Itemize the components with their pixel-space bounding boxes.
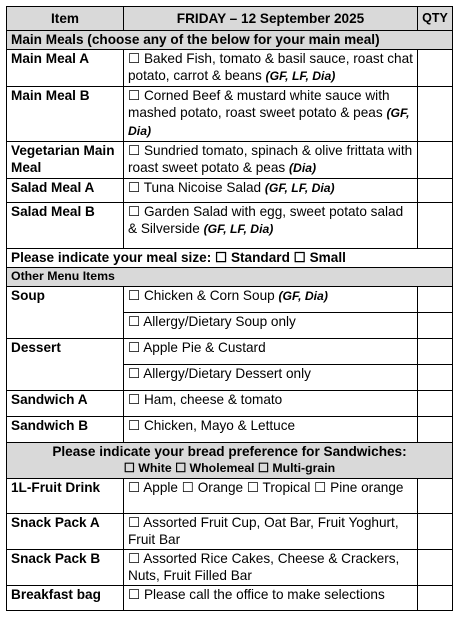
item-label: 1L-Fruit Drink	[7, 479, 124, 514]
qty-cell[interactable]	[418, 365, 453, 391]
header-item: Item	[7, 7, 124, 31]
item-label: Main Meal B	[7, 87, 124, 142]
qty-cell[interactable]	[418, 479, 453, 514]
menu-order-table	[6, 6, 453, 611]
menu-row-main-b	[7, 87, 453, 142]
qty-cell[interactable]	[418, 586, 453, 611]
item-label: Salad Meal A	[7, 179, 124, 203]
option-text: ☐ Tuna Nicoise Salad	[128, 180, 262, 195]
menu-row-salad-a	[7, 179, 453, 203]
main-meals-heading: Main Meals (choose any of the below for your main meal)	[7, 31, 453, 50]
qty-cell[interactable]	[418, 514, 453, 550]
option-sandwich-b[interactable]: ☐ Chicken, Mayo & Lettuce	[124, 417, 418, 443]
option-dessert-allergy[interactable]: ☐ Allergy/Dietary Dessert only	[124, 365, 418, 391]
option-text: ☐ Garden Salad with egg, sweet potato salad & Silverside	[128, 204, 404, 236]
option-sandwich-a[interactable]: ☐ Ham, cheese & tomato	[124, 391, 418, 417]
option-soup-allergy[interactable]: ☐ Allergy/Dietary Soup only	[124, 313, 418, 339]
menu-row-salad-b	[7, 203, 453, 249]
option-snack-b[interactable]: ☐ Assorted Rice Cakes, Cheese & Crackers, Nuts, Fruit Filled Bar	[124, 550, 418, 586]
option-dessert-apple-pie[interactable]: ☐ Apple Pie & Custard	[124, 339, 418, 365]
menu-row-sandwich-b	[7, 417, 453, 443]
option-text: ☐ Corned Beef & mustard white sauce with mashed potato, roast sweet potato & peas	[128, 88, 390, 120]
menu-row-snack-b	[7, 550, 453, 586]
item-label: Snack Pack A	[7, 514, 124, 550]
qty-cell[interactable]	[418, 287, 453, 313]
qty-cell[interactable]	[418, 203, 453, 249]
menu-row-snack-a	[7, 514, 453, 550]
other-items-heading: Other Menu Items	[7, 268, 453, 287]
option-main-b[interactable]	[124, 87, 418, 142]
item-label: Salad Meal B	[7, 203, 124, 249]
diet-tags: (GF, LF, Dia)	[265, 69, 336, 83]
qty-cell[interactable]	[418, 417, 453, 443]
option-text: ☐ Baked Fish, tomato & basil sauce, roast chat potato, carrot & beans	[128, 51, 413, 83]
option-snack-a[interactable]: ☐ Assorted Fruit Cup, Oat Bar, Fruit Yoghurt, Fruit Bar	[124, 514, 418, 550]
option-main-a[interactable]	[124, 50, 418, 87]
item-label: Snack Pack B	[7, 550, 124, 586]
menu-row-sandwich-a	[7, 391, 453, 417]
item-label: Vegetarian Main Meal	[7, 142, 124, 179]
qty-cell[interactable]	[418, 391, 453, 417]
option-text: ☐ Chicken & Corn Soup	[128, 288, 275, 303]
menu-row-breakfast-bag	[7, 586, 453, 611]
item-label: Sandwich A	[7, 391, 124, 417]
menu-row-main-a	[7, 50, 453, 87]
option-salad-a[interactable]	[124, 179, 418, 203]
diet-tags: (GF, Dia)	[128, 106, 410, 138]
qty-cell[interactable]	[418, 87, 453, 142]
option-salad-b[interactable]	[124, 203, 418, 249]
bread-preference-options[interactable]: ☐ White ☐ Wholemeal ☐ Multi-grain	[123, 461, 336, 475]
option-text: ☐ Sundried tomato, spinach & olive frittata with roast sweet potato & peas	[128, 143, 413, 175]
item-label: Breakfast bag	[7, 586, 124, 611]
meal-size-prompt[interactable]: Please indicate your meal size: ☐ Standard ☐ Small	[7, 249, 453, 268]
diet-tags: (GF, LF, Dia)	[203, 222, 274, 236]
item-label: Dessert	[7, 339, 124, 391]
menu-row-soup-1	[7, 287, 453, 313]
diet-tags: (GF, Dia)	[278, 289, 328, 303]
option-soup-chicken-corn[interactable]	[124, 287, 418, 313]
qty-cell[interactable]	[418, 179, 453, 203]
menu-row-fruit-drink	[7, 479, 453, 514]
qty-cell[interactable]	[418, 313, 453, 339]
option-vegetarian[interactable]	[124, 142, 418, 179]
other-items-section	[7, 268, 453, 287]
item-label: Main Meal A	[7, 50, 124, 87]
header-row	[7, 7, 453, 31]
header-qty: QTY	[418, 7, 453, 31]
qty-cell[interactable]	[418, 550, 453, 586]
bread-preference-prompt: Please indicate your bread preference for Sandwiches:	[52, 444, 407, 459]
option-fruit-drink[interactable]: ☐ Apple ☐ Orange ☐ Tropical ☐ Pine orange	[124, 479, 418, 514]
item-label: Soup	[7, 287, 124, 339]
bread-preference-cell[interactable]	[7, 443, 453, 479]
menu-row-dessert-1	[7, 339, 453, 365]
menu-row-vegetarian	[7, 142, 453, 179]
header-date: FRIDAY – 12 September 2025	[124, 7, 418, 31]
diet-tags: (GF, LF, Dia)	[264, 181, 335, 195]
option-breakfast-bag[interactable]: ☐ Please call the office to make selections	[124, 586, 418, 611]
qty-cell[interactable]	[418, 339, 453, 365]
meal-size-row	[7, 249, 453, 268]
item-label: Sandwich B	[7, 417, 124, 443]
bread-preference-row	[7, 443, 453, 479]
qty-cell[interactable]	[418, 50, 453, 87]
qty-cell[interactable]	[418, 142, 453, 179]
main-meals-section	[7, 31, 453, 50]
diet-tags: (Dia)	[288, 161, 317, 175]
